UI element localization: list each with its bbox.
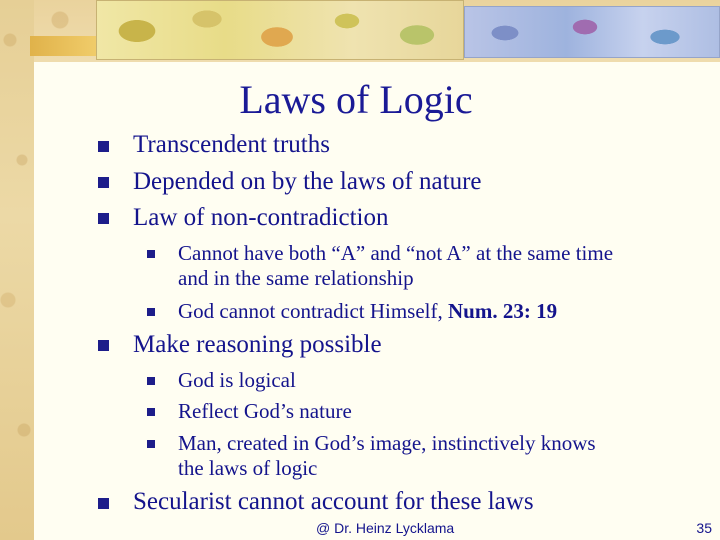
sub-bullet-square-icon (147, 377, 155, 385)
sub-bullet-item (178, 298, 557, 324)
bullet-square-icon (98, 213, 109, 224)
sub-bullet-item: Reflect God’s nature (178, 399, 352, 423)
sub-bullet-text: God cannot contradict Himself, (178, 299, 449, 323)
sub-bullet-item-continuation: and in the same relationship (178, 266, 414, 290)
bullet-square-icon (98, 177, 109, 188)
scripture-reference: Num. 23: 19 (448, 299, 558, 323)
page-number: 35 (696, 520, 712, 536)
sub-bullet-item: God is logical (178, 368, 296, 392)
bullet-item: Make reasoning possible (133, 331, 382, 358)
sub-bullet-item: Man, created in God’s image, instinctively knows (178, 431, 596, 455)
bullet-square-icon (98, 340, 109, 351)
sub-bullet-item: Cannot have both “A” and “not A” at the same time (178, 241, 614, 265)
sub-bullet-item-continuation: the laws of logic (178, 456, 318, 480)
bullet-item: Depended on by the laws of nature (133, 168, 482, 195)
bullet-item: Law of non-contradiction (133, 204, 389, 231)
bullet-square-icon (98, 498, 109, 509)
slide-title: Laws of Logic (239, 77, 473, 122)
bullet-item: Transcendent truths (133, 131, 330, 158)
sub-bullet-square-icon (147, 440, 155, 448)
footer-author: @ Dr. Heinz Lycklama (316, 520, 455, 536)
bullet-square-icon (98, 141, 109, 152)
sub-bullet-square-icon (147, 308, 155, 316)
bullet-item: Secularist cannot account for these laws (133, 488, 534, 515)
sub-bullet-square-icon (147, 250, 155, 258)
sub-bullet-square-icon (147, 408, 155, 416)
